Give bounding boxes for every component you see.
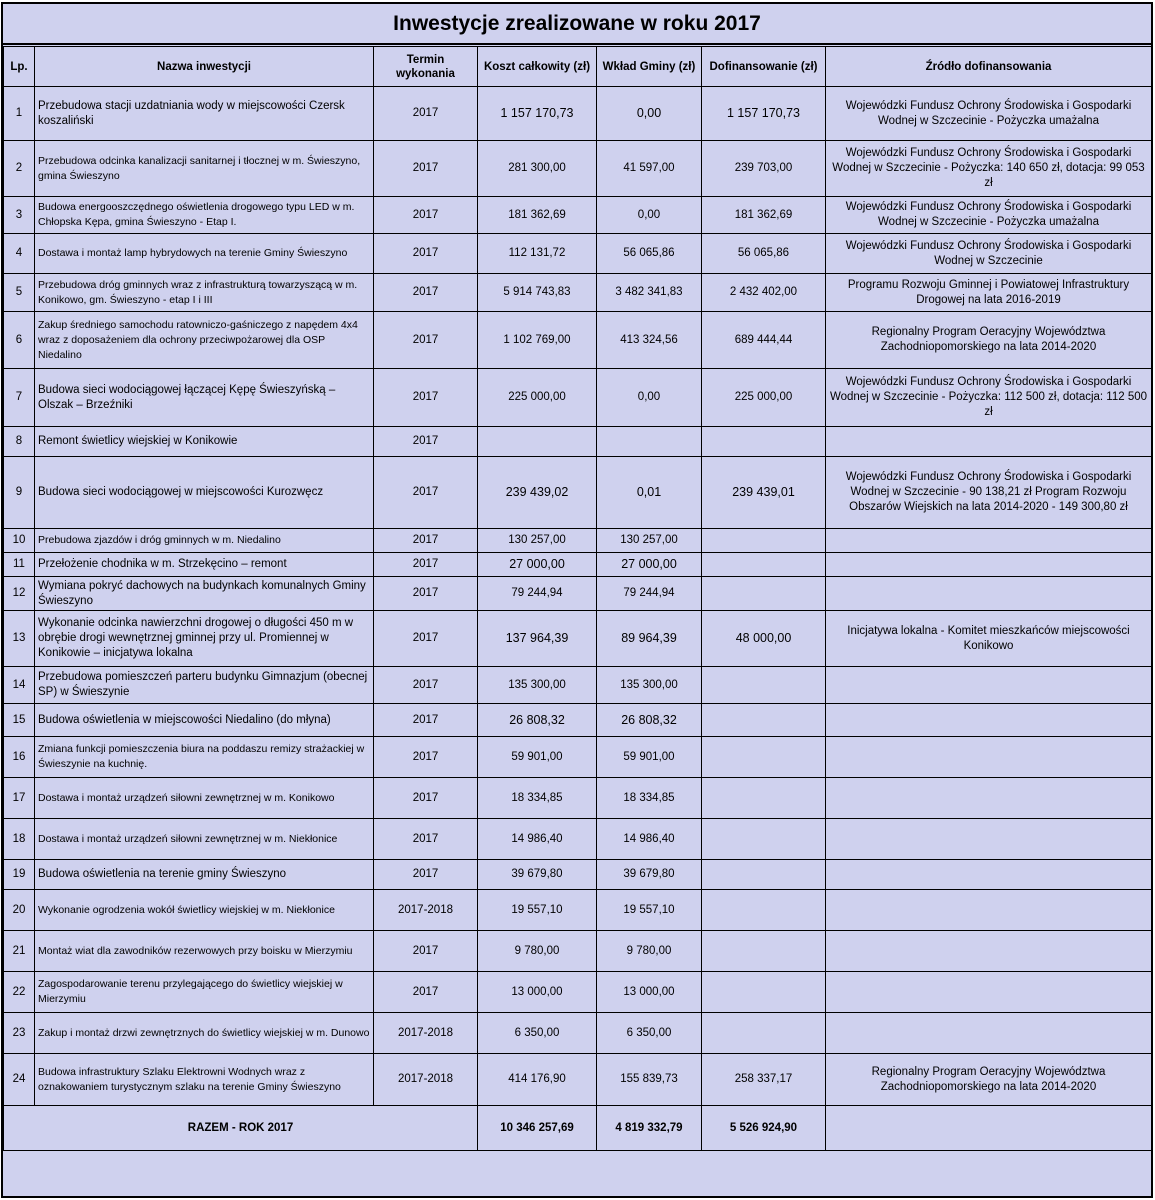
row-total-cost: 1 102 769,00 [478,312,597,369]
row-name: Przebudowa dróg gminnych wraz z infrastrukturą towarzyszącą w m. Konikowo, gm. Świeszyno - etap I i III [35,274,374,312]
row-lp: 24 [4,1054,35,1106]
row-name: Remont świetlicy wiejskiej w Konikowie [35,427,374,457]
row-cofunding [702,1013,826,1054]
row-source [826,427,1152,457]
row-gmina [597,427,702,457]
row-name: Przebudowa odcinka kanalizacji sanitarnej i tłocznej w m. Świeszyno, gmina Świeszyno [35,141,374,197]
row-total-cost: 39 679,80 [478,860,597,890]
row-name: Zmiana funkcji pomieszczenia biura na poddaszu remizy strażackiej w Świeszynie na kuchnię. [35,737,374,778]
row-gmina: 14 986,40 [597,819,702,860]
row-gmina: 27 000,00 [597,553,702,577]
row-total-cost: 19 557,10 [478,890,597,931]
row-lp: 5 [4,274,35,312]
row-gmina: 79 244,94 [597,577,702,611]
table-row [4,778,1152,819]
investment-sheet [1,2,1153,1198]
table-row [4,577,1152,611]
row-total-cost: 9 780,00 [478,931,597,972]
row-source [826,553,1152,577]
table-row [4,737,1152,778]
row-cofunding: 258 337,17 [702,1054,826,1106]
row-lp: 9 [4,457,35,529]
row-cofunding: 2 432 402,00 [702,274,826,312]
header-total-cost: Koszt całkowity (zł) [478,47,597,87]
row-lp: 4 [4,234,35,274]
row-lp: 21 [4,931,35,972]
row-cofunding [702,667,826,704]
row-gmina: 130 257,00 [597,529,702,553]
table-row [4,529,1152,553]
row-term: 2017 [374,819,478,860]
row-cofunding [702,577,826,611]
row-total-cost: 13 000,00 [478,972,597,1013]
row-lp: 23 [4,1013,35,1054]
row-name: Przebudowa stacji uzdatniania wody w miejscowości Czersk koszaliński [35,87,374,141]
row-cofunding: 225 000,00 [702,369,826,427]
row-lp: 18 [4,819,35,860]
row-total-cost: 239 439,02 [478,457,597,529]
row-gmina: 6 350,00 [597,1013,702,1054]
row-cofunding: 48 000,00 [702,611,826,667]
row-term: 2017 [374,529,478,553]
row-total-cost: 135 300,00 [478,667,597,704]
row-source: Programu Rozwoju Gminnej i Powiatowej Infrastruktury Drogowej na lata 2016-2019 [826,274,1152,312]
row-source [826,778,1152,819]
row-term: 2017 [374,972,478,1013]
table-row [4,667,1152,704]
row-cofunding [702,778,826,819]
row-lp: 8 [4,427,35,457]
row-cofunding [702,860,826,890]
table-row [4,860,1152,890]
row-gmina: 135 300,00 [597,667,702,704]
table-row [4,890,1152,931]
table-row [4,972,1152,1013]
total-cost: 10 346 257,69 [478,1106,597,1151]
table-row [4,457,1152,529]
row-lp: 2 [4,141,35,197]
table-body [4,87,1152,1106]
table-row [4,553,1152,577]
row-cofunding [702,704,826,737]
row-source [826,1013,1152,1054]
row-total-cost: 27 000,00 [478,553,597,577]
row-name: Dostawa i montaż urządzeń siłowni zewnętrznej w m. Konikowo [35,778,374,819]
row-gmina: 3 482 341,83 [597,274,702,312]
row-term: 2017 [374,737,478,778]
row-source: Wojewódzki Fundusz Ochrony Środowiska i Gospodarki Wodnej w Szczecinie - Pożyczka: 140 650 zł, dotacja: 99 053 zł [826,141,1152,197]
row-term: 2017 [374,553,478,577]
row-source [826,860,1152,890]
row-gmina: 41 597,00 [597,141,702,197]
row-cofunding: 239 703,00 [702,141,826,197]
row-lp: 10 [4,529,35,553]
total-row [4,1106,1152,1151]
table-row [4,611,1152,667]
row-term: 2017 [374,704,478,737]
row-gmina: 0,00 [597,197,702,234]
row-term: 2017 [374,234,478,274]
table-row [4,931,1152,972]
row-term: 2017 [374,778,478,819]
row-cofunding: 1 157 170,73 [702,87,826,141]
row-name: Wykonanie odcinka nawierzchni drogowej o długości 450 m w obrębie drogi wewnętrznej gminnej przy ul. Promiennej w Konikowie – inicjatywa lokalna [35,611,374,667]
row-term: 2017 [374,667,478,704]
table-row [4,87,1152,141]
row-name: Budowa oświetlenia w miejscowości Niedalino (do młyna) [35,704,374,737]
row-total-cost: 5 914 743,83 [478,274,597,312]
row-gmina: 39 679,80 [597,860,702,890]
header-lp: Lp. [4,47,35,87]
row-lp: 14 [4,667,35,704]
header-cofunding: Dofinansowanie (zł) [702,47,826,87]
row-total-cost: 1 157 170,73 [478,87,597,141]
row-cofunding: 689 444,44 [702,312,826,369]
row-lp: 17 [4,778,35,819]
row-lp: 19 [4,860,35,890]
row-gmina: 26 808,32 [597,704,702,737]
row-total-cost: 14 986,40 [478,819,597,860]
row-source [826,890,1152,931]
row-cofunding: 239 439,01 [702,457,826,529]
row-gmina: 0,00 [597,87,702,141]
row-name: Przełożenie chodnika w m. Strzekęcino – remont [35,553,374,577]
row-total-cost: 112 131,72 [478,234,597,274]
table-row [4,274,1152,312]
header-name: Nazwa inwestycji [35,47,374,87]
row-total-cost: 414 176,90 [478,1054,597,1106]
row-term: 2017 [374,141,478,197]
row-cofunding [702,427,826,457]
row-total-cost: 137 964,39 [478,611,597,667]
table-row [4,1013,1152,1054]
row-source: Wojewódzki Fundusz Ochrony Środowiska i Gospodarki Wodnej w Szczecinie [826,234,1152,274]
row-gmina: 155 839,73 [597,1054,702,1106]
row-term: 2017 [374,197,478,234]
table-row [4,312,1152,369]
table-row [4,704,1152,737]
row-cofunding [702,890,826,931]
row-lp: 12 [4,577,35,611]
table-row [4,197,1152,234]
row-source [826,529,1152,553]
row-total-cost: 79 244,94 [478,577,597,611]
row-lp: 3 [4,197,35,234]
total-cofunding: 5 526 924,90 [702,1106,826,1151]
row-lp: 20 [4,890,35,931]
table-header-row [4,47,1152,87]
row-total-cost: 130 257,00 [478,529,597,553]
row-term: 2017 [374,312,478,369]
row-source: Wojewódzki Fundusz Ochrony Środowiska i Gospodarki Wodnej w Szczecinie - Pożyczka: 112 500 zł, dotacja: 112 500 zł [826,369,1152,427]
total-source [826,1106,1152,1151]
row-source: Inicjatywa lokalna - Komitet mieszkańców miejscowości Konikowo [826,611,1152,667]
row-name: Budowa oświetlenia na terenie gminy Świeszyno [35,860,374,890]
row-lp: 1 [4,87,35,141]
row-cofunding [702,819,826,860]
row-name: Budowa infrastruktury Szlaku Elektrowni Wodnych wraz z oznakowaniem turystycznym szlaku na terenie Gminy Świeszyno [35,1054,374,1106]
header-source: Źródło dofinansowania [826,47,1152,87]
row-name: Wykonanie ogrodzenia wokół świetlicy wiejskiej w m. Niekłonice [35,890,374,931]
row-source: Regionalny Program Oeracyjny Województwa Zachodniopomorskiego na lata 2014-2020 [826,1054,1152,1106]
row-lp: 11 [4,553,35,577]
row-name: Budowa energooszczędnego oświetlenia drogowego typu LED w m. Chłopska Kępa, gmina Świeszyno - Etap I. [35,197,374,234]
row-gmina: 9 780,00 [597,931,702,972]
row-total-cost: 181 362,69 [478,197,597,234]
row-gmina: 13 000,00 [597,972,702,1013]
row-cofunding: 56 065,86 [702,234,826,274]
total-gmina: 4 819 332,79 [597,1106,702,1151]
row-name: Wymiana pokryć dachowych na budynkach komunalnych Gminy Świeszyno [35,577,374,611]
row-cofunding [702,529,826,553]
row-gmina: 0,00 [597,369,702,427]
row-cofunding [702,972,826,1013]
row-total-cost: 18 334,85 [478,778,597,819]
row-name: Zakup i montaż drzwi zewnętrznych do świetlicy wiejskiej w m. Dunowo [35,1013,374,1054]
row-total-cost: 26 808,32 [478,704,597,737]
row-gmina: 59 901,00 [597,737,702,778]
row-term: 2017-2018 [374,1054,478,1106]
row-term: 2017 [374,369,478,427]
table-row [4,819,1152,860]
row-cofunding: 181 362,69 [702,197,826,234]
row-term: 2017-2018 [374,1013,478,1054]
row-cofunding [702,553,826,577]
row-name: Budowa sieci wodociągowej w miejscowości Kurozwęcz [35,457,374,529]
row-term: 2017 [374,274,478,312]
row-total-cost: 59 901,00 [478,737,597,778]
row-name: Zagospodarowanie terenu przylegającego do świetlicy wiejskiej w Mierzymiu [35,972,374,1013]
row-name: Zakup średniego samochodu ratowniczo-gaśniczego z napędem 4x4 wraz z doposażeniem dla ochrony przeciwpożarowej dla OSP Niedalino [35,312,374,369]
row-lp: 7 [4,369,35,427]
row-source [826,972,1152,1013]
header-term: Termin wykonania [374,47,478,87]
row-lp: 15 [4,704,35,737]
table-row [4,369,1152,427]
row-gmina: 56 065,86 [597,234,702,274]
row-term: 2017 [374,457,478,529]
row-lp: 6 [4,312,35,369]
total-label: RAZEM - ROK 2017 [4,1106,478,1151]
row-lp: 13 [4,611,35,667]
row-cofunding [702,931,826,972]
row-total-cost: 225 000,00 [478,369,597,427]
row-term: 2017 [374,931,478,972]
row-source [826,577,1152,611]
row-source [826,704,1152,737]
row-source [826,931,1152,972]
row-source: Wojewódzki Fundusz Ochrony Środowiska i Gospodarki Wodnej w Szczecinie - Pożyczka umażalna [826,197,1152,234]
row-lp: 22 [4,972,35,1013]
row-lp: 16 [4,737,35,778]
row-cofunding [702,737,826,778]
investment-table [3,46,1152,1151]
row-source: Wojewódzki Fundusz Ochrony Środowiska i Gospodarki Wodnej w Szczecinie - Pożyczka umażalna [826,87,1152,141]
row-source: Regionalny Program Oeracyjny Województwa Zachodniopomorskiego na lata 2014-2020 [826,312,1152,369]
row-name: Montaż wiat dla zawodników rezerwowych przy boisku w Mierzymiu [35,931,374,972]
row-gmina: 89 964,39 [597,611,702,667]
row-gmina: 19 557,10 [597,890,702,931]
row-term: 2017-2018 [374,890,478,931]
row-source: Wojewódzki Fundusz Ochrony Środowiska i Gospodarki Wodnej w Szczecinie - 90 138,21 zł Program Rozwoju Obszarów Wiejskich na lata 2014-2020 - 149 300,80 zł [826,457,1152,529]
row-name: Budowa sieci wodociągowej łączącej Kępę Świeszyńską – Olszak – Brzeźniki [35,369,374,427]
row-gmina: 0,01 [597,457,702,529]
table-row [4,427,1152,457]
row-term: 2017 [374,611,478,667]
row-total-cost: 6 350,00 [478,1013,597,1054]
table-row [4,1054,1152,1106]
row-source [826,737,1152,778]
row-term: 2017 [374,577,478,611]
row-name: Dostawa i montaż urządzeń siłowni zewnętrznej w m. Niekłonice [35,819,374,860]
row-term: 2017 [374,860,478,890]
row-source [826,819,1152,860]
table-row [4,141,1152,197]
row-gmina: 413 324,56 [597,312,702,369]
row-total-cost [478,427,597,457]
row-name: Dostawa i montaż lamp hybrydowych na terenie Gminy Świeszyno [35,234,374,274]
table-row [4,234,1152,274]
row-name: Przebudowa pomieszczeń parteru budynku Gimnazjum (obecnej SP) w Świeszynie [35,667,374,704]
page-title: Inwestycje zrealizowane w roku 2017 [3,4,1151,45]
row-name: Prebudowa zjazdów i dróg gminnych w m. Niedalino [35,529,374,553]
row-term: 2017 [374,87,478,141]
row-term: 2017 [374,427,478,457]
row-source [826,667,1152,704]
header-gmina: Wkład Gminy (zł) [597,47,702,87]
row-total-cost: 281 300,00 [478,141,597,197]
row-gmina: 18 334,85 [597,778,702,819]
